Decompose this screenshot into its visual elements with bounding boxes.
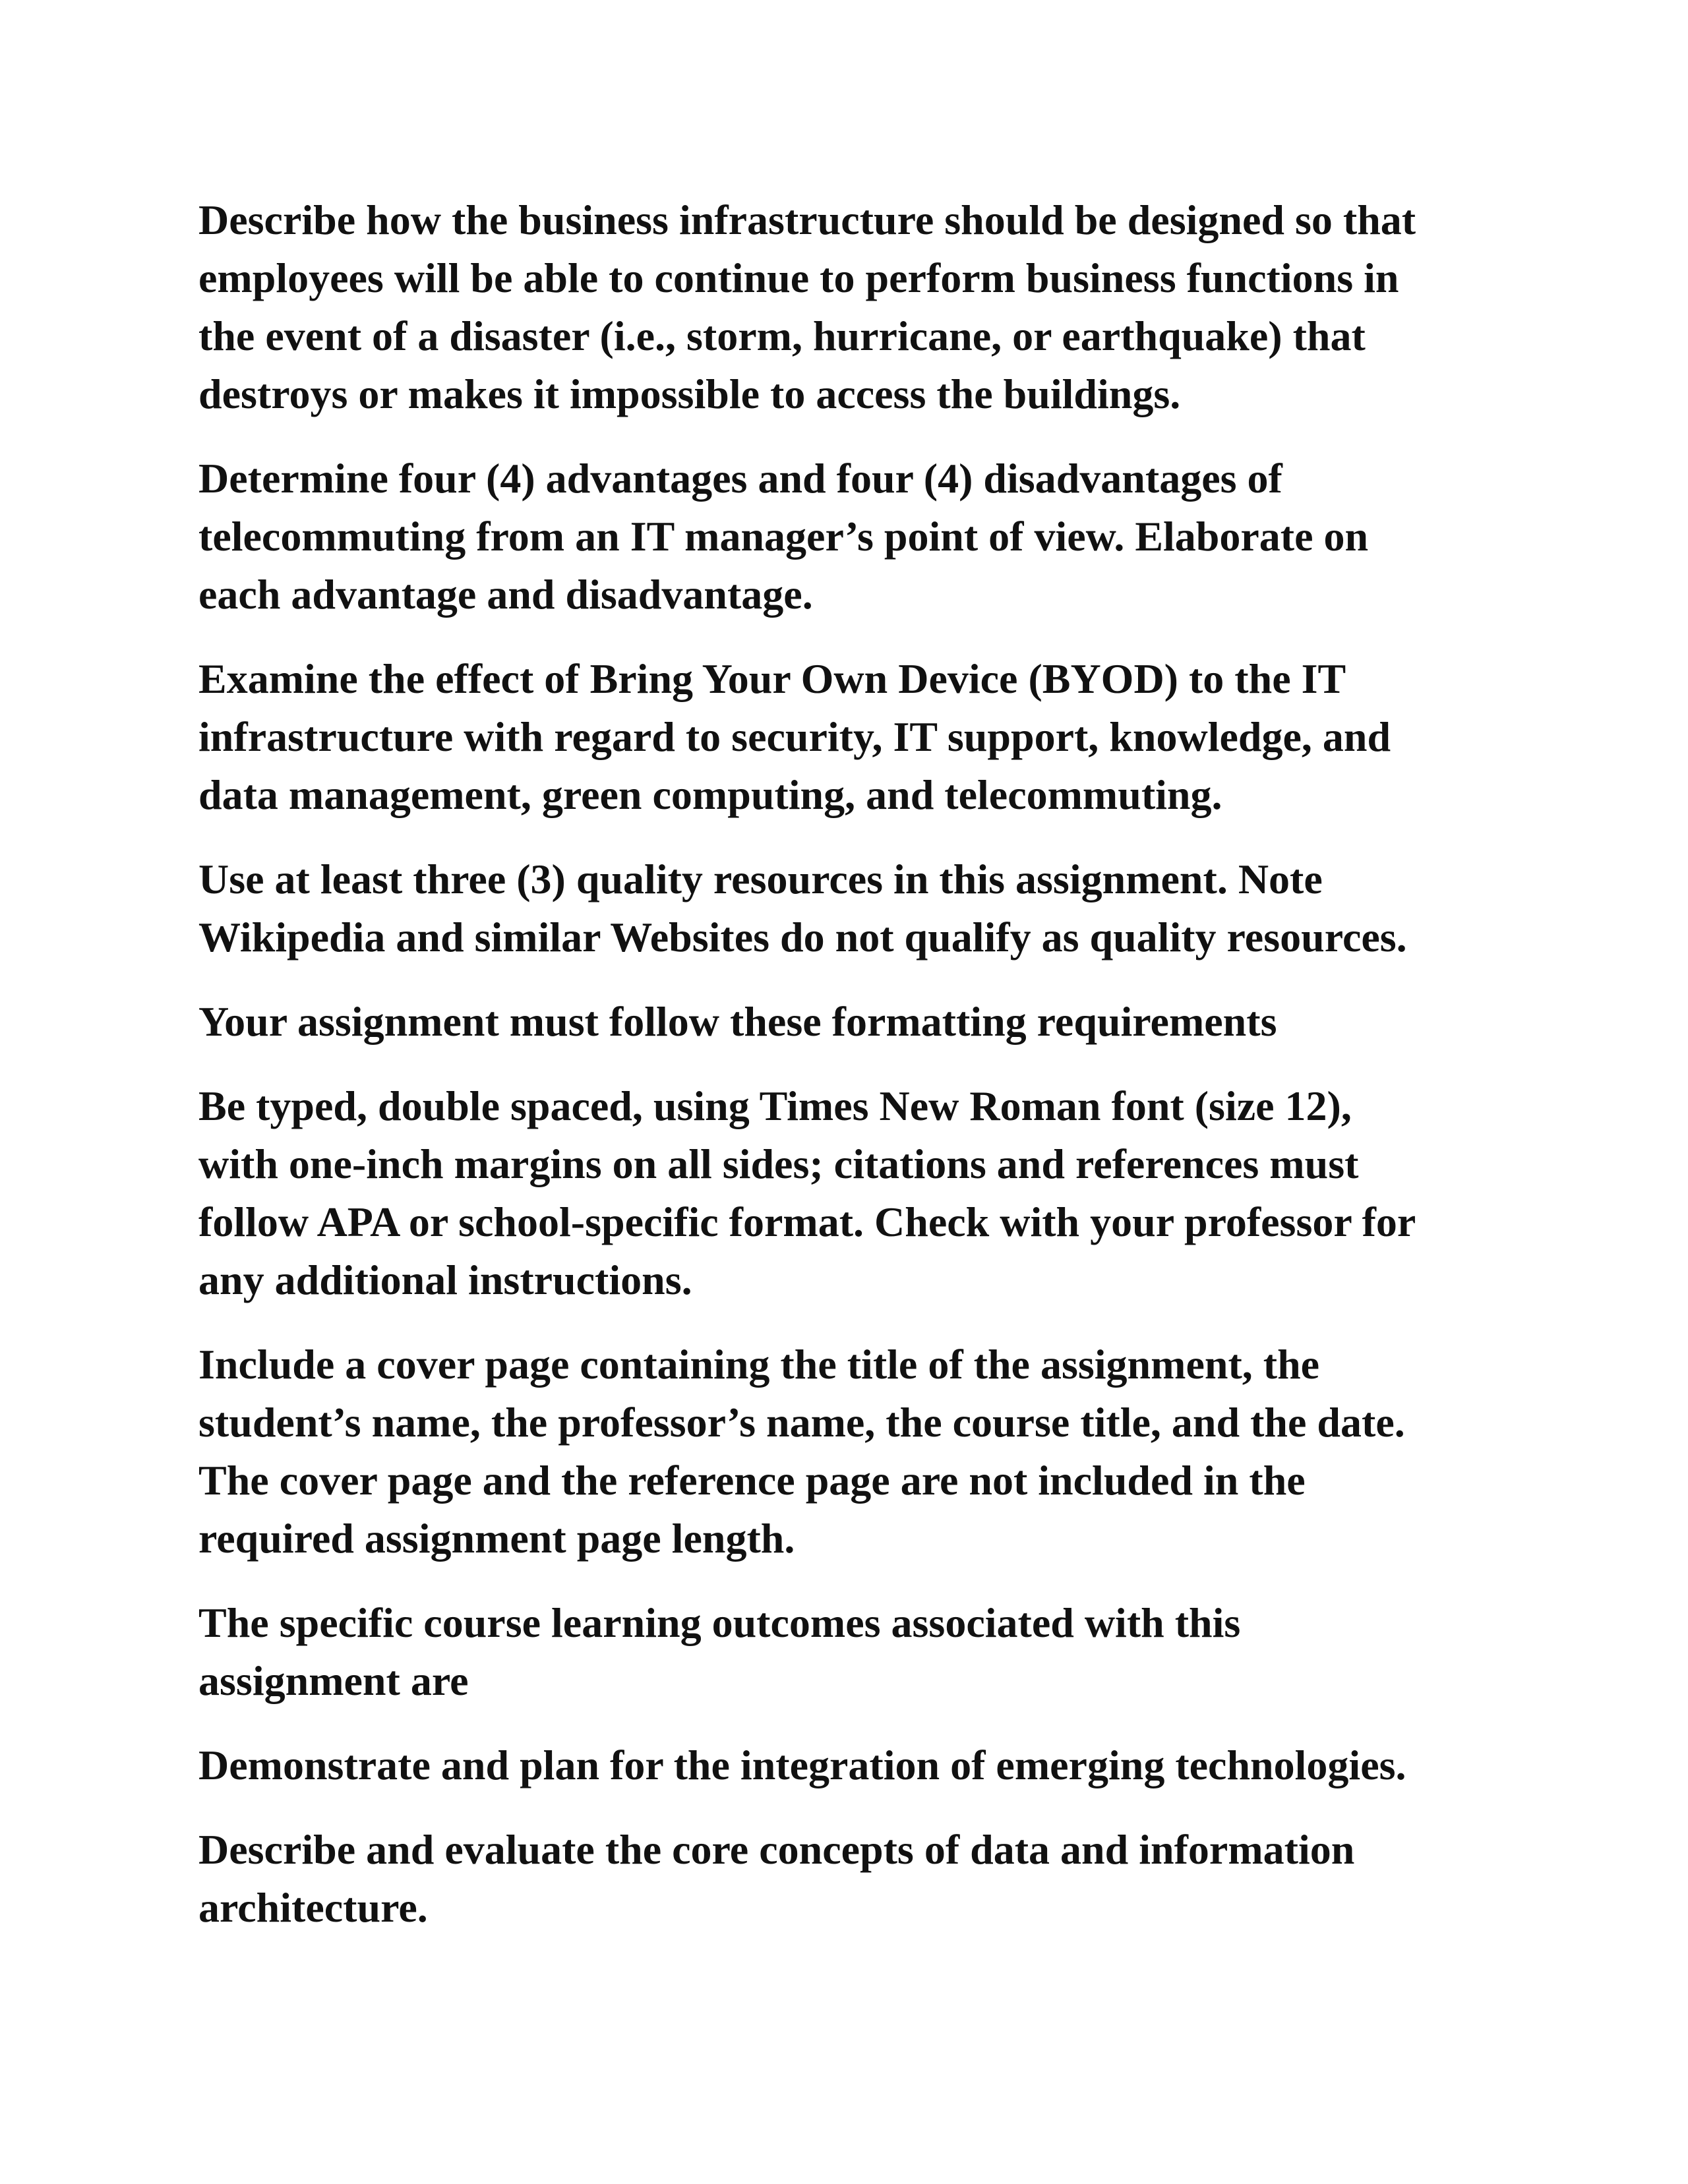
- text-line: student’s name, the professor’s name, the course title, and the date.: [198, 1399, 1405, 1446]
- paragraph-outcome-data-architecture: [198, 1821, 1517, 1937]
- text-line: Wikipedia and similar Websites do not qualify as quality resources.: [198, 914, 1407, 960]
- text-line: Determine four (4) advantages and four (4) disadvantages of: [198, 455, 1282, 502]
- text-line: Describe and evaluate the core concepts of data and information: [198, 1826, 1355, 1873]
- text-line: destroys or makes it impossible to access the buildings.: [198, 370, 1181, 417]
- text-line: Use at least three (3) quality resources in this assignment. Note: [198, 856, 1323, 902]
- text-line: employees will be able to continue to perform business functions in: [198, 254, 1399, 301]
- text-line: data management, green computing, and telecommuting.: [198, 771, 1222, 818]
- text-line: any additional instructions.: [198, 1256, 692, 1303]
- paragraph-telecommuting: [198, 450, 1517, 624]
- text-line: infrastructure with regard to security, IT support, knowledge, and: [198, 713, 1391, 760]
- paragraph-learning-outcomes: [198, 1594, 1517, 1710]
- text-line: Your assignment must follow these formatting requirements: [198, 998, 1277, 1045]
- text-line: each advantage and disadvantage.: [198, 571, 813, 618]
- text-line: assignment are: [198, 1657, 469, 1704]
- text-line: telecommuting from an IT manager’s point of view. Elaborate on: [198, 513, 1369, 560]
- text-line: The cover page and the reference page are not included in the: [198, 1457, 1306, 1504]
- text-line: Be typed, double spaced, using Times New Roman font (size 12),: [198, 1082, 1352, 1129]
- text-line: architecture.: [198, 1884, 428, 1931]
- text-line: The specific course learning outcomes associated with this: [198, 1599, 1241, 1646]
- text-line: Examine the effect of Bring Your Own Device (BYOD) to the IT: [198, 655, 1346, 702]
- text-line: required assignment page length.: [198, 1515, 795, 1562]
- paragraph-byod: [198, 650, 1517, 824]
- paragraph-outcome-emerging-tech: [198, 1736, 1517, 1794]
- text-line: follow APA or school-specific format. Check with your professor for: [198, 1198, 1416, 1245]
- text-line: with one-inch margins on all sides; citations and references must: [198, 1140, 1359, 1187]
- document-body: [198, 191, 1517, 1963]
- paragraph-formatting-heading: [198, 993, 1517, 1051]
- text-line: the event of a disaster (i.e., storm, hurricane, or earthquake) that: [198, 312, 1366, 359]
- text-line: Include a cover page containing the title of the assignment, the: [198, 1341, 1320, 1388]
- text-line: Describe how the business infrastructure should be designed so that: [198, 196, 1416, 243]
- paragraph-resources: [198, 850, 1517, 966]
- text-line: Demonstrate and plan for the integration of emerging technologies.: [198, 1742, 1406, 1788]
- paragraph-infrastructure-design: [198, 191, 1517, 423]
- paragraph-formatting-rules: [198, 1077, 1517, 1309]
- paragraph-cover-page: [198, 1336, 1517, 1568]
